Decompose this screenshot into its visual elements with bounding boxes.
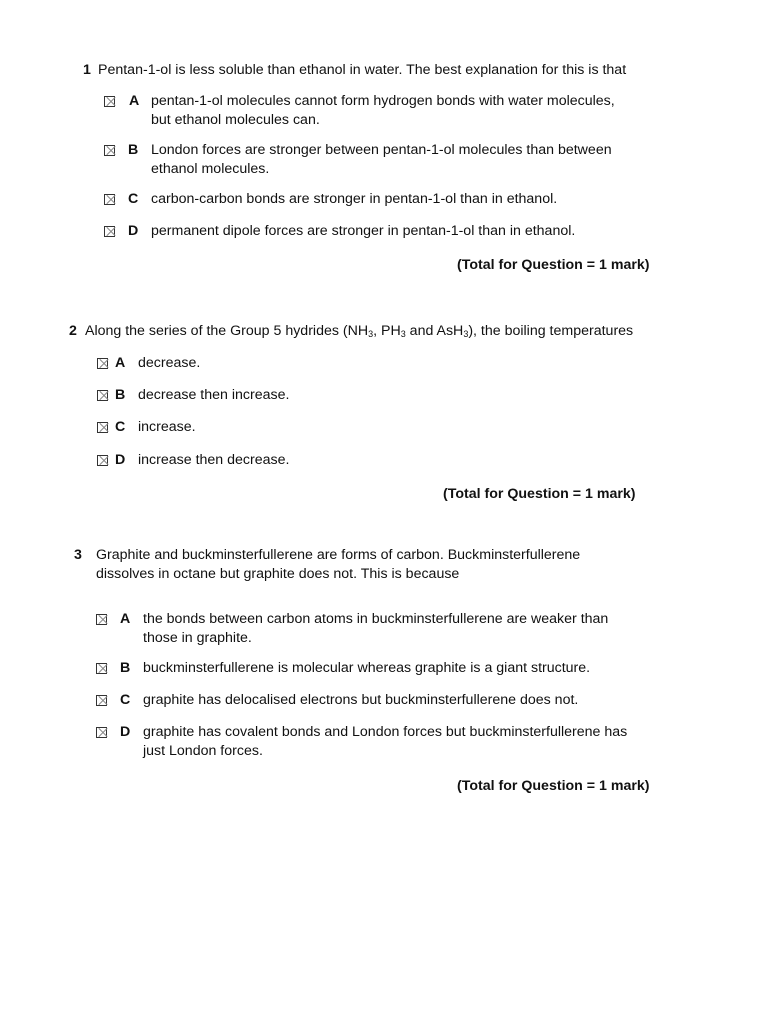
option-text: pentan-1-ol molecules cannot form hydrogen bonds with water molecules, bbox=[151, 93, 615, 109]
question-stem: Along the series of the Group 5 hydrides ($NH_3$, $PH_3$ and AsH$_3$), the boiling temperatures bbox=[85, 323, 634, 339]
question-total-marks: (Total for Question = 1 mark) bbox=[457, 257, 650, 273]
option-letter: C bbox=[128, 191, 139, 207]
question-stem: Pentan-1-ol is less soluble than ethanol in water. The best explanation for this is that bbox=[98, 62, 627, 78]
option-text-continued: just London forces. bbox=[143, 743, 263, 759]
option-text: graphite has covalent bonds and London forces but buckminsterfullerene has bbox=[143, 724, 628, 740]
checkbox[interactable] bbox=[96, 663, 107, 674]
question-number: 3 bbox=[74, 547, 82, 563]
checkbox[interactable] bbox=[104, 145, 115, 156]
option-text: carbon-carbon bonds are stronger in pentan-1-ol than in ethanol. bbox=[151, 191, 558, 207]
option-letter: D bbox=[120, 724, 131, 740]
checkbox[interactable] bbox=[97, 390, 108, 401]
option-text: London forces are stronger between pentan-1-ol molecules than between bbox=[151, 142, 612, 158]
question-number: 2 bbox=[69, 323, 77, 339]
option-letter: C bbox=[115, 419, 126, 435]
option-letter: B bbox=[120, 660, 131, 676]
option-text-continued: those in graphite. bbox=[143, 630, 252, 646]
checkbox[interactable] bbox=[104, 96, 115, 107]
option-letter: A bbox=[115, 355, 126, 371]
option-letter: B bbox=[128, 142, 139, 158]
checkbox[interactable] bbox=[96, 695, 107, 706]
question-stem-continued: dissolves in octane but graphite does not. This is because bbox=[96, 566, 460, 582]
checkbox[interactable] bbox=[96, 727, 107, 738]
checkbox[interactable] bbox=[97, 422, 108, 433]
option-text-continued: ethanol molecules. bbox=[151, 161, 270, 177]
option-letter: A bbox=[129, 93, 140, 109]
checkbox[interactable] bbox=[104, 226, 115, 237]
option-letter: D bbox=[128, 223, 139, 239]
option-text: decrease then increase. bbox=[138, 387, 290, 403]
option-letter: D bbox=[115, 452, 126, 468]
option-text: increase. bbox=[138, 419, 196, 435]
question-stem: Graphite and buckminsterfullerene are forms of carbon. Buckminsterfullerene bbox=[96, 547, 581, 563]
option-letter: C bbox=[120, 692, 131, 708]
option-letter: A bbox=[120, 611, 131, 627]
option-text-continued: but ethanol molecules can. bbox=[151, 112, 320, 128]
question-total-marks: (Total for Question = 1 mark) bbox=[443, 486, 636, 502]
option-text: permanent dipole forces are stronger in pentan-1-ol than in ethanol. bbox=[151, 223, 576, 239]
option-text: buckminsterfullerene is molecular whereas graphite is a giant structure. bbox=[143, 660, 591, 676]
checkbox[interactable] bbox=[96, 614, 107, 625]
option-text: increase then decrease. bbox=[138, 452, 290, 468]
option-letter: B bbox=[115, 387, 126, 403]
option-text: decrease. bbox=[138, 355, 201, 371]
option-text: the bonds between carbon atoms in buckminsterfullerene are weaker than bbox=[143, 611, 609, 627]
question-total-marks: (Total for Question = 1 mark) bbox=[457, 778, 650, 794]
option-text: graphite has delocalised electrons but buckminsterfullerene does not. bbox=[143, 692, 579, 708]
checkbox[interactable] bbox=[97, 455, 108, 466]
checkbox[interactable] bbox=[97, 358, 108, 369]
question-number: 1 bbox=[83, 62, 91, 78]
checkbox[interactable] bbox=[104, 194, 115, 205]
